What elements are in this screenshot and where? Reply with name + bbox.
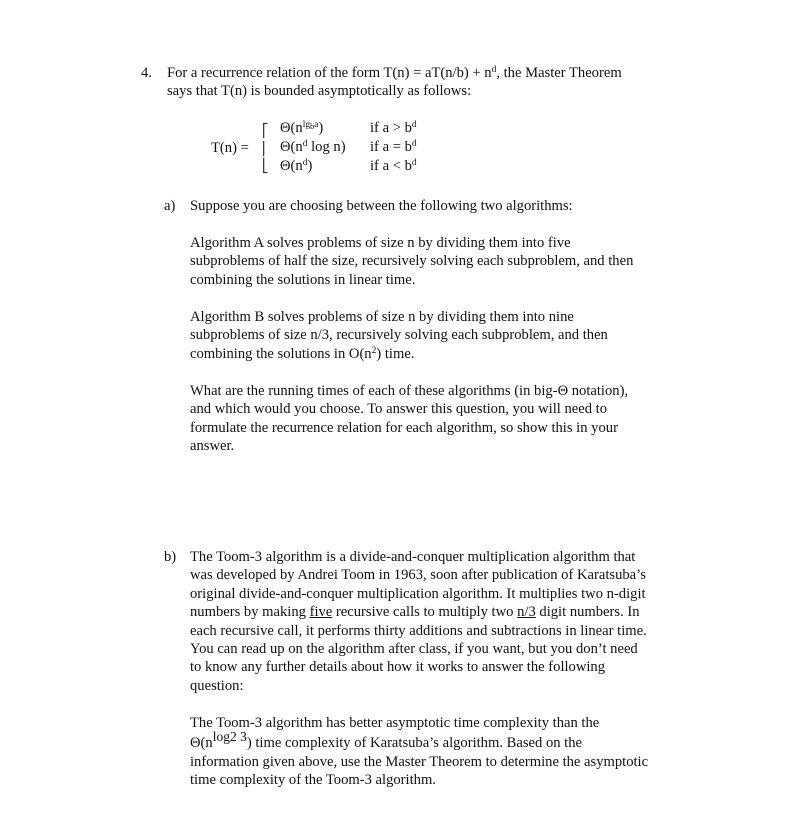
alg-b-line: Algorithm B solves problems of size n by dividing them into nine (190, 309, 574, 325)
part-b-line: numbers by making five recursive calls to multiply two n/3 digit numbers. In (190, 604, 640, 621)
part-b-q-line: time complexity of the Toom-3 algorithm. (190, 772, 436, 789)
part-a-label: a) (164, 198, 176, 214)
part-b-text (190, 548, 690, 695)
case3-cond: if $a < b^d$ (370, 158, 417, 174)
case1-expr: $\Theta(n^{lg_ba})$ (280, 120, 324, 136)
question-number: 4. (141, 65, 152, 81)
underlined-n-over-3: n/3 (517, 604, 536, 621)
case1-cond: if $a > b^d$ (370, 120, 417, 136)
q-line: and which would you choose. To answer this question, you will need to (190, 401, 608, 418)
case3-expr: $\Theta(n^d)$ (280, 158, 313, 174)
part-a-question (190, 382, 690, 456)
intro-line2: says that T(n) is bounded asymptotically as follows: (167, 83, 472, 100)
part-b-line: question: (190, 677, 244, 694)
part-b-q-line: information given above, use the Master Theorem to determine the asymptotic (190, 753, 649, 770)
intro-line1-end: , the Master Theorem (496, 65, 622, 81)
part-b-line: The Toom-3 algorithm is a divide-and-conquer multiplication algorithm that (190, 549, 636, 565)
alg-b-line: subproblems of size n/3, recursively solving each subproblem, and then (190, 327, 608, 344)
left-brace: ⎡ ⎢ ⎣ (262, 123, 269, 173)
part-b-label: b) (164, 549, 177, 565)
q-line: What are the running times of each of these algorithms (in big-Θ notation), (190, 383, 629, 399)
alg-a-line: subproblems of half the size, recursively solving each subproblem, and then (190, 253, 634, 270)
formula-lhs: T(n) = (211, 140, 249, 156)
part-b-line: You can read up on the algorithm after class, if you want, but you don’t need (190, 641, 638, 658)
case2-expr: $\Theta(n^d$ log n) (280, 139, 346, 155)
case2-cond: if $a = b^d$ (370, 139, 417, 155)
q-line: formulate the recurrence relation for each algorithm, so show this in your (190, 419, 618, 436)
alg-a-line: Algorithm A solves problems of size n by dividing them into five (190, 235, 571, 251)
underlined-five: five (309, 604, 333, 621)
question-intro (167, 64, 687, 101)
part-b-question (190, 714, 690, 790)
part-b-line: each recursive call, it performs thirty additions and subtractions in linear time. (190, 622, 647, 639)
part-b-line: original divide-and-conquer multiplication algorithm. It multiplies two n-digit (190, 585, 646, 602)
q-line: answer. (190, 438, 235, 455)
part-b-q-line: The Toom-3 algorithm has better asymptotic time complexity than the (190, 715, 600, 731)
intro-sup-d: d (491, 65, 497, 75)
part-b-line: was developed by Andrei Toom in 1963, soon after publication of Karatsuba’s (190, 567, 646, 584)
part-b-q-line: $\Theta(n^{log2 3})$ time complexity of Karatsuba’s algorithm. Based on the (190, 729, 583, 752)
part-a-intro: Suppose you are choosing between the following two algorithms: (190, 198, 573, 214)
alg-b-line: combining the solutions in $O(n^2)$ time. (190, 345, 415, 362)
algorithm-a-text (190, 234, 690, 289)
master-theorem-formula (211, 119, 451, 179)
alg-a-line: combining the solutions in linear time. (190, 271, 416, 288)
intro-line1: For a recurrence relation of the form T(n) = aT(n/b) + n (167, 65, 492, 81)
part-b-line: to know any further details about how it works to answer the following (190, 659, 606, 676)
algorithm-b-text (190, 308, 690, 363)
